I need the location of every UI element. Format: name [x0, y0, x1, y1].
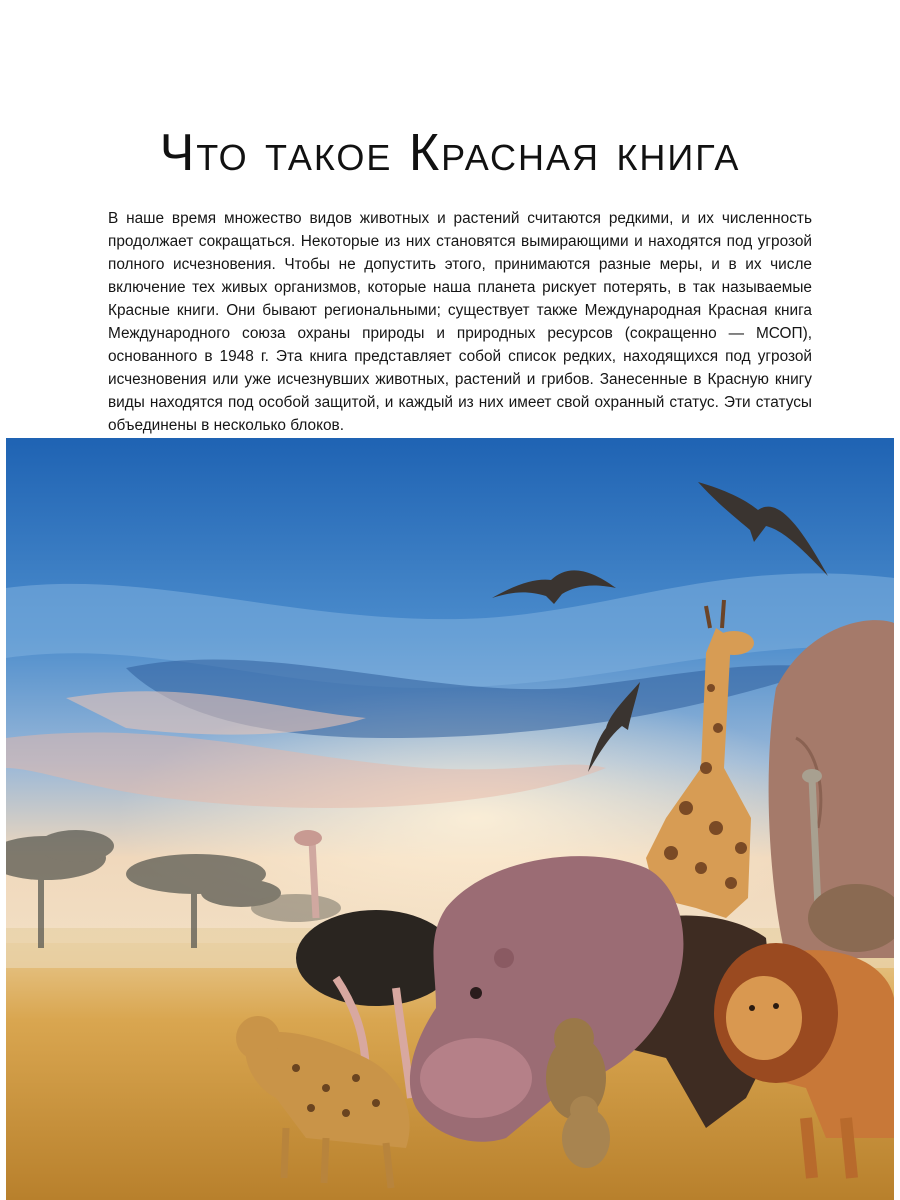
- savanna-animals-photo: [6, 438, 894, 1200]
- intro-paragraph: В наше время множество видов животных и растений считаются редкими, и их численность продолжает сокращаться. Некоторые из них становятся вымирающими и находятся под угрозой полного исчезновения. Чтобы не допустить этого, принимаются разные меры, и в их числе включение тех живых организмов, которые наша планета рискует потерять, в так называемые Красные книги. Они бывают региональными; существует также Международная Красная книга Международного союза охраны природы и природных ресурсов (сокращенно — МСОП), основанного в 1948 г. Эта книга представляет собой список редких, находящихся под угрозой исчезновения или уже исчезнувших животных, растений и грибов. Занесенные в Красную книгу виды находятся под особой защитой, и каждый из них имеет свой охранный статус. Эти статусы объединены в несколько блоков.: [108, 210, 812, 434]
- page-title: Что такое Красная книга: [159, 123, 741, 182]
